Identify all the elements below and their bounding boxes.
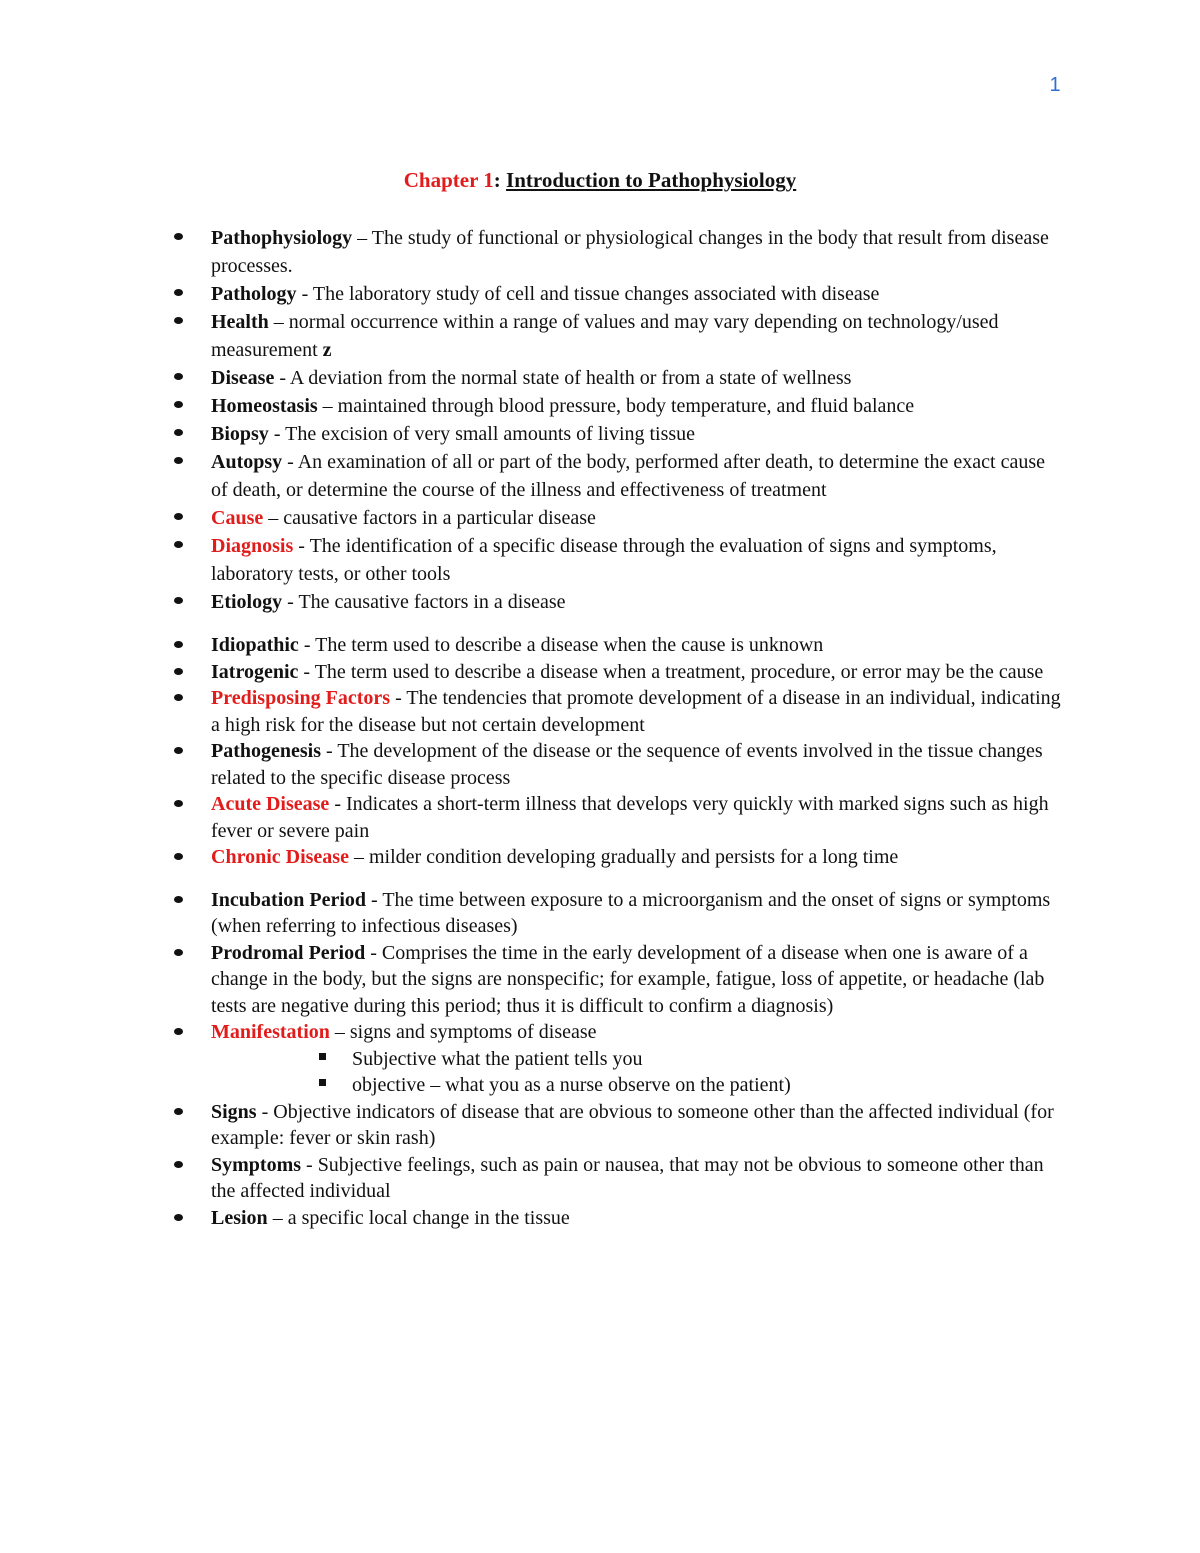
list-item (211, 1099, 1061, 1152)
list-item (211, 738, 1061, 791)
list-item (211, 887, 1061, 940)
term: Disease (211, 367, 275, 389)
list-item (211, 280, 1061, 308)
list-item (211, 844, 1061, 871)
definition: Comprises the time in the early development of a disease when one is aware of a change in the body, but the signs are nonspecific; for example, fatigue, loss of appetite, or headache (lab tests are negative during this period; thus it is difficult to confirm a diagnosis) (211, 941, 1045, 1017)
term-separator: - (293, 535, 310, 557)
term: Health (211, 311, 269, 333)
term: Cause (211, 507, 264, 529)
list-item (211, 588, 1061, 616)
term-separator: – (263, 507, 284, 529)
term: Incubation Period (211, 888, 367, 911)
definition: The causative factors in a disease (298, 591, 566, 613)
term-separator: - (301, 1153, 318, 1176)
term-separator: - (365, 941, 382, 964)
list-item (211, 659, 1061, 686)
definition: The tendencies that promote development of a disease in an individual, indicating a high risk for the disease but not certain development (211, 687, 1061, 736)
definition: a specific local change in the tissue (287, 1206, 570, 1229)
bullet-icon (174, 694, 183, 701)
term-separator: - (298, 660, 315, 683)
term-separator: - (282, 591, 299, 613)
definition: The excision of very small amounts of living tissue (285, 423, 696, 445)
term-separator: - (268, 423, 286, 445)
square-bullet-icon (319, 1053, 326, 1060)
bullet-icon (174, 747, 183, 754)
list-item (211, 392, 1061, 420)
term-separator: – (329, 1021, 350, 1043)
list-item (211, 448, 1061, 504)
definition: A deviation from the normal state of health or from a state of wellness (289, 367, 852, 389)
bullet-icon (174, 457, 183, 464)
bullet-icon (174, 896, 183, 903)
bullet-icon (174, 1108, 183, 1115)
term-separator: - (390, 687, 407, 709)
sub-item-text: Subjective what the patient tells you (352, 1047, 643, 1070)
sub-list-item (352, 1072, 1061, 1099)
term-separator: – (348, 846, 369, 868)
definition-extra: z (322, 339, 332, 361)
term: Symptoms (211, 1153, 302, 1176)
bullet-icon (174, 541, 183, 548)
list-item (211, 1019, 1061, 1046)
list-item (211, 1152, 1061, 1205)
list-item (211, 1205, 1061, 1232)
title-separator: : (493, 168, 501, 192)
list-item (211, 532, 1061, 588)
definition: normal occurrence within a range of values and may vary depending on technology/used measurement (211, 311, 999, 361)
definition: The laboratory study of cell and tissue changes associated with disease (312, 283, 880, 305)
term: Diagnosis (211, 535, 294, 557)
bullet-icon (174, 1214, 183, 1221)
bullet-icon (174, 233, 183, 240)
bullet-icon (174, 800, 183, 807)
term-separator: - (321, 740, 338, 762)
definition: The study of functional or physiological changes in the body that result from disease processes. (211, 227, 1049, 277)
definition: signs and symptoms of disease (349, 1021, 597, 1043)
term: Predisposing Factors (211, 687, 391, 709)
list-item (211, 420, 1061, 448)
list-item (211, 504, 1061, 532)
list-item (211, 791, 1061, 844)
bullet-icon (174, 1161, 183, 1168)
bullet-icon (174, 853, 183, 860)
term: Autopsy (211, 451, 283, 473)
term-separator: – (352, 227, 372, 249)
term-separator: - (366, 888, 383, 911)
term: Signs (211, 1100, 257, 1123)
term-separator: - (256, 1100, 274, 1123)
bullet-icon (174, 668, 183, 675)
bullet-icon (174, 949, 183, 956)
bullet-icon (174, 1028, 183, 1035)
definition: The term used to describe a disease when a treatment, procedure, or error may be the cause (314, 660, 1044, 683)
bullet-icon (174, 317, 183, 324)
list-item (211, 632, 1061, 659)
term-separator: - (296, 283, 313, 305)
square-bullet-icon (319, 1079, 326, 1086)
definition: Indicates a short-term illness that develops very quickly with marked signs such as high fever or severe pain (211, 793, 1049, 842)
bullet-icon (174, 373, 183, 380)
definition: The development of the disease or the sequence of events involved in the tissue changes related to the specific disease process (211, 740, 1043, 789)
term: Biopsy (211, 423, 269, 445)
definition-list (211, 224, 1061, 1231)
term-separator: – (268, 311, 289, 333)
definition: The identification of a specific disease through the evaluation of signs and symptoms, laboratory tests, or other tools (211, 535, 997, 585)
term: Lesion (211, 1206, 268, 1229)
chapter-label: Chapter 1 (403, 168, 494, 192)
list-item (211, 224, 1061, 280)
bullet-icon (174, 429, 183, 436)
term-separator: - (282, 451, 298, 473)
page-number: 1 (1049, 74, 1061, 96)
term: Etiology (211, 591, 283, 613)
term: Manifestation (211, 1021, 330, 1043)
bullet-icon (174, 641, 183, 648)
list-item (211, 364, 1061, 392)
term: Homeostasis (211, 395, 318, 417)
term: Prodromal Period (211, 941, 366, 964)
chapter-title (0, 168, 1200, 193)
term: Idiopathic (211, 634, 299, 656)
definition: The term used to describe a disease when the cause is unknown (315, 634, 824, 656)
term: Chronic Disease (211, 846, 349, 868)
term-separator: – (317, 395, 338, 417)
list-item (211, 308, 1061, 364)
definition: causative factors in a particular disease (283, 507, 596, 529)
term: Pathophysiology (211, 227, 353, 249)
bullet-icon (174, 513, 183, 520)
term: Pathogenesis (211, 740, 321, 762)
definition: Subjective feelings, such as pain or nausea, that may not be obvious to someone other than the affected individual (211, 1153, 1044, 1202)
sub-list-item (352, 1046, 1061, 1073)
bullet-icon (174, 289, 183, 296)
term-separator: - (274, 367, 290, 389)
definition: maintained through blood pressure, body temperature, and fluid balance (337, 395, 915, 417)
bullet-icon (174, 597, 183, 604)
term-separator: - (298, 634, 316, 656)
definition: An examination of all or part of the body, performed after death, to determine the exact cause of death, or determine the course of the illness and effectiveness of treatment (211, 451, 1045, 501)
term: Pathology (211, 283, 297, 305)
definition: Objective indicators of disease that are obvious to someone other than the affected individual (for example: fever or skin rash) (211, 1100, 1054, 1149)
definition: The time between exposure to a microorganism and the onset of signs or symptoms (when referring to infectious diseases) (211, 888, 1051, 937)
list-item (211, 940, 1061, 1020)
sub-item-text: objective – what you as a nurse observe on the patient) (352, 1074, 791, 1096)
list-item (211, 685, 1061, 738)
bullet-icon (174, 401, 183, 408)
chapter-topic: Introduction to Pathophysiology (506, 168, 797, 192)
term: Iatrogenic (211, 660, 299, 683)
definition: milder condition developing gradually and persists for a long time (368, 846, 899, 868)
term-separator: – (267, 1206, 288, 1229)
term: Acute Disease (211, 793, 330, 815)
term-separator: - (329, 793, 346, 815)
